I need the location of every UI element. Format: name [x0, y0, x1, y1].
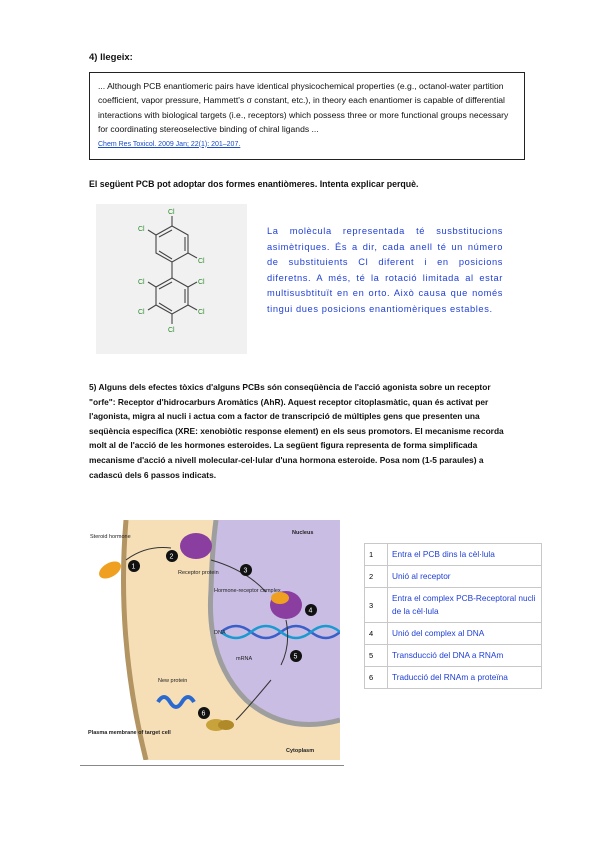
step-marker: 4 — [308, 607, 313, 615]
table-row — [365, 623, 542, 645]
step-marker: 5 — [293, 653, 298, 661]
pcb-molecule-image — [96, 204, 247, 354]
step-number: 2 — [365, 566, 388, 588]
citation-link[interactable]: Chem Res Toxicol. 2009 Jan; 22(1): 201–207. — [98, 140, 241, 148]
label-new-protein: New protein — [158, 678, 188, 684]
label-steroid-hormone: Steroid hormone — [90, 534, 131, 540]
label-mrna: mRNA — [236, 656, 253, 662]
steroid-hormone-figure — [86, 520, 340, 760]
table-row — [365, 588, 542, 623]
q4-answer: La molècula representada té susbstitucions asimètriques. És a dir, cada anell té un número de substituients Cl diferent i en posicions diferetns. A més, té la rotació limitada al estar multisusbtituït en en orto. Això causa que només tingui dues posicions enantiomèriques estables. — [267, 226, 503, 314]
quote-box — [89, 72, 525, 160]
steps-table — [364, 543, 542, 689]
step-number: 6 — [365, 667, 388, 689]
step-text: Traducció del RNAm a proteïna — [388, 667, 542, 689]
table-row — [365, 645, 542, 667]
label-nucleus: Nucleus — [292, 530, 314, 536]
q4-heading: 4) llegeix: — [89, 52, 133, 63]
step-text: Unió al receptor — [388, 566, 542, 588]
figure-underline — [80, 765, 344, 766]
step-marker: 1 — [131, 563, 136, 571]
step-text: Entra el complex PCB-Receptoral nucli de la cèl·lula — [388, 588, 542, 623]
cl-label: Cl — [198, 258, 205, 265]
q5-text: 5) Alguns dels efectes tòxics d'alguns PCBs són conseqüència de l'acció agonista sobre un receptor "orfe": Receptor d'hidrocarburs Aromàtics (AhR). Aquest receptor citoplasmàtic, quan és activat per l'agonista, migra al nucli i actua com a factor de transcripció de múltiples gens que presenten una seqüència específica (XRE: xenobiòtic response element) en els seus promotors. El mecanisme recorda molt al de l'acció de les hormones esteroides. La següent figura representa de forma simplificada mecanisme d'acció a nivell molecular-cel·lular d'una hormona esteroide. Posa nom (1-5 paraules) a cadascú dels 6 passos indicats. — [89, 382, 504, 480]
quote-text: ... Although PCB enantiomeric pairs have identical physicochemical properties (e.g., octanol-water partition coefficient, vapor pressure, Hammett's σ constant, etc.), in theory each enantiomer is capable of differential interactions with biological targets (i.e., receptors) which possess three or more functional groups necessary for coordinating stereoselective binding of chiral ligands ... — [98, 81, 509, 135]
cl-label: Cl — [168, 327, 175, 334]
table-row — [365, 566, 542, 588]
label-cytoplasm: Cytoplasm — [286, 748, 315, 754]
cl-label: Cl — [138, 309, 145, 316]
cl-label: Cl — [168, 209, 175, 216]
step-number: 1 — [365, 544, 388, 566]
step-marker: 3 — [243, 567, 248, 575]
step-number: 3 — [365, 588, 388, 623]
label-hormone-receptor-complex: Hormone-receptor complex — [214, 588, 281, 594]
cl-label: Cl — [138, 226, 145, 233]
cl-label: Cl — [198, 309, 205, 316]
label-plasma-membrane: Plasma membrane of target cell — [88, 730, 171, 736]
step-number: 5 — [365, 645, 388, 667]
receptor-protein-icon — [180, 533, 212, 559]
label-dna: DNA — [214, 630, 226, 636]
cl-label: Cl — [138, 279, 145, 286]
step-marker: 6 — [201, 710, 206, 718]
mechanism-diagram — [86, 520, 340, 760]
step-number: 4 — [365, 623, 388, 645]
step-marker: 2 — [169, 553, 174, 561]
q4-prompt: El següent PCB pot adoptar dos formes enantiòmeres. Intenta explicar perquè. — [89, 179, 419, 189]
cl-label: Cl — [198, 279, 205, 286]
label-receptor-protein: Receptor protein — [178, 570, 219, 576]
table-row — [365, 667, 542, 689]
step-text: Entra el PCB dins la cèl·lula — [388, 544, 542, 566]
pcb-structure — [96, 204, 247, 354]
table-row — [365, 544, 542, 566]
step-text: Unió del complex al DNA — [388, 623, 542, 645]
step-text: Transducció del DNA a RNAm — [388, 645, 542, 667]
